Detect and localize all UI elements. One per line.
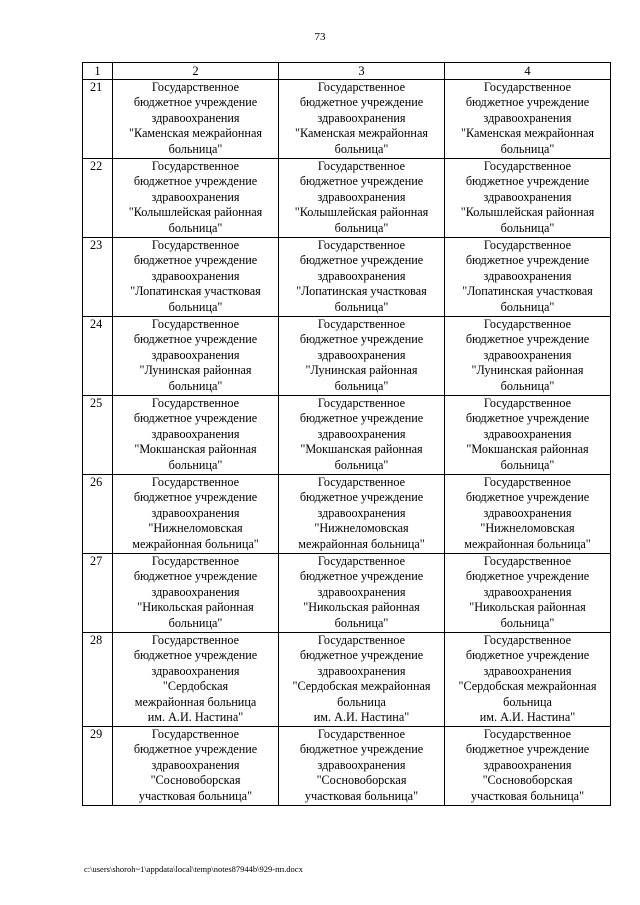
row-number-cell: 28: [83, 633, 113, 727]
institution-cell-col4: [445, 396, 611, 475]
cell-text-line: больница": [168, 141, 223, 156]
cell-text-line: здравоохранения: [151, 757, 240, 772]
cell-text-line: больница": [500, 615, 555, 630]
cell-text-line: бюджетное учреждение: [133, 95, 258, 110]
table-row: [83, 554, 611, 633]
cell-text-line: больница": [500, 299, 555, 314]
cell-text-line: больница": [334, 299, 389, 314]
cell-text-line: бюджетное учреждение: [465, 174, 590, 189]
table-row: [83, 727, 611, 806]
cell-text-line: межрайонная больница": [298, 536, 425, 551]
cell-text-line: бюджетное учреждение: [299, 648, 424, 663]
cell-text-line: Государственное: [483, 554, 572, 568]
institution-cell-col3: [279, 633, 445, 727]
institution-cell-col4: [445, 554, 611, 633]
cell-text-line: "Нижнеломовская: [314, 521, 409, 536]
cell-text-line: здравоохранения: [151, 110, 240, 125]
institution-cell-col2: [113, 727, 279, 806]
cell-text-line: Государственное: [317, 238, 406, 252]
cell-text-line: бюджетное учреждение: [465, 95, 590, 110]
cell-text-line: "Сосновоборская: [150, 773, 241, 788]
institution-cell-col2: [113, 475, 279, 554]
institution-cell-col3: [279, 727, 445, 806]
cell-text-line: Государственное: [483, 317, 572, 331]
cell-text-line: "Колышлейская районная: [294, 205, 429, 220]
cell-text-line: Государственное: [151, 238, 240, 252]
cell-text-line: Государственное: [483, 633, 572, 647]
cell-text-line: им. А.И. Настина": [479, 710, 576, 725]
cell-text-line: "Лопатинская участковая: [296, 284, 427, 299]
institution-cell-col3: [279, 554, 445, 633]
cell-text-line: бюджетное учреждение: [465, 569, 590, 584]
cell-text-line: бюджетное учреждение: [465, 411, 590, 426]
institution-cell-col3: [279, 475, 445, 554]
footer-file-path: c:\users\shoroh~1\appdata\local\temp\notes87944b\929-пп.docx: [84, 864, 303, 874]
cell-text-line: Государственное: [483, 396, 572, 410]
cell-text-line: бюджетное учреждение: [299, 569, 424, 584]
cell-text-line: бюджетное учреждение: [133, 253, 258, 268]
cell-text-line: здравоохранения: [317, 189, 406, 204]
cell-text-line: здравоохранения: [317, 268, 406, 283]
cell-text-line: "Лунинская районная: [139, 363, 252, 378]
cell-text-line: Государственное: [317, 80, 406, 94]
table-header-row: [83, 63, 611, 80]
cell-text-line: Государственное: [151, 317, 240, 331]
cell-text-line: здравоохранения: [317, 426, 406, 441]
cell-text-line: здравоохранения: [151, 505, 240, 520]
cell-text-line: здравоохранения: [151, 663, 240, 678]
cell-text-line: "Лопатинская участковая: [130, 284, 261, 299]
cell-text-line: больница": [168, 378, 223, 393]
cell-text-line: больница": [168, 615, 223, 630]
cell-text-line: больница": [500, 141, 555, 156]
cell-text-line: Государственное: [151, 633, 240, 647]
cell-text-line: Государственное: [151, 80, 240, 94]
cell-text-line: бюджетное учреждение: [133, 648, 258, 663]
cell-text-line: Государственное: [317, 475, 406, 489]
cell-text-line: бюджетное учреждение: [299, 490, 424, 505]
cell-text-line: здравоохранения: [151, 189, 240, 204]
cell-text-line: больница": [334, 378, 389, 393]
institution-cell-col2: [113, 238, 279, 317]
cell-text-line: "Сосновоборская: [482, 773, 573, 788]
cell-text-line: Государственное: [483, 80, 572, 94]
cell-text-line: Государственное: [317, 317, 406, 331]
institution-cell-col2: [113, 554, 279, 633]
row-number-cell: 23: [83, 238, 113, 317]
cell-text-line: межрайонная больница": [464, 536, 591, 551]
cell-text-line: здравоохранения: [317, 347, 406, 362]
cell-text-line: бюджетное учреждение: [299, 411, 424, 426]
cell-text-line: "Нижнеломовская: [480, 521, 575, 536]
header-cell-3: 3: [279, 63, 445, 80]
cell-text-line: здравоохранения: [483, 505, 572, 520]
institution-cell-col2: [113, 317, 279, 396]
cell-text-line: участковая больница": [304, 788, 419, 803]
table-row: [83, 633, 611, 727]
cell-text-line: здравоохранения: [483, 584, 572, 599]
cell-text-line: "Сосновоборская: [316, 773, 407, 788]
institution-cell-col2: [113, 80, 279, 159]
cell-text-line: им. А.И. Настина": [147, 710, 244, 725]
row-number-cell: 21: [83, 80, 113, 159]
cell-text-line: участковая больница": [138, 788, 253, 803]
cell-text-line: бюджетное учреждение: [465, 742, 590, 757]
cell-text-line: "Мокшанская районная: [300, 442, 423, 457]
cell-text-line: Государственное: [483, 475, 572, 489]
cell-text-line: Государственное: [483, 159, 572, 173]
cell-text-line: бюджетное учреждение: [299, 174, 424, 189]
cell-text-line: им. А.И. Настина": [313, 710, 410, 725]
cell-text-line: "Сердобская: [162, 679, 229, 694]
cell-text-line: больница": [500, 378, 555, 393]
cell-text-line: больница": [168, 457, 223, 472]
institution-cell-col4: [445, 238, 611, 317]
institution-cell-col4: [445, 80, 611, 159]
institution-cell-col4: [445, 727, 611, 806]
cell-text-line: больница": [168, 299, 223, 314]
cell-text-line: здравоохранения: [483, 663, 572, 678]
cell-text-line: здравоохранения: [317, 505, 406, 520]
cell-text-line: здравоохранения: [317, 110, 406, 125]
cell-text-line: больница: [503, 694, 552, 709]
table-row: [83, 238, 611, 317]
row-number-cell: 26: [83, 475, 113, 554]
cell-text-line: бюджетное учреждение: [299, 742, 424, 757]
institution-cell-col4: [445, 633, 611, 727]
cell-text-line: здравоохранения: [317, 584, 406, 599]
cell-text-line: здравоохранения: [151, 268, 240, 283]
cell-text-line: бюджетное учреждение: [133, 174, 258, 189]
cell-text-line: бюджетное учреждение: [465, 253, 590, 268]
cell-text-line: Государственное: [317, 554, 406, 568]
cell-text-line: Государственное: [151, 554, 240, 568]
cell-text-line: "Никольская районная: [469, 600, 586, 615]
cell-text-line: здравоохранения: [151, 347, 240, 362]
cell-text-line: бюджетное учреждение: [133, 742, 258, 757]
table-row: [83, 159, 611, 238]
cell-text-line: "Колышлейская районная: [460, 205, 595, 220]
cell-text-line: больница": [334, 615, 389, 630]
header-cell-1: 1: [83, 63, 113, 80]
cell-text-line: здравоохранения: [483, 347, 572, 362]
cell-text-line: "Нижнеломовская: [148, 521, 243, 536]
cell-text-line: здравоохранения: [317, 663, 406, 678]
cell-text-line: "Сердобская межрайонная: [292, 679, 431, 694]
cell-text-line: "Никольская районная: [137, 600, 254, 615]
cell-text-line: бюджетное учреждение: [299, 253, 424, 268]
cell-text-line: "Мокшанская районная: [134, 442, 257, 457]
cell-text-line: больница": [334, 457, 389, 472]
cell-text-line: больница": [334, 220, 389, 235]
cell-text-line: "Колышлейская районная: [128, 205, 263, 220]
cell-text-line: бюджетное учреждение: [299, 95, 424, 110]
cell-text-line: межрайонная больница": [132, 536, 259, 551]
table-row: [83, 317, 611, 396]
institution-cell-col2: [113, 633, 279, 727]
cell-text-line: здравоохранения: [483, 426, 572, 441]
cell-text-line: Государственное: [151, 159, 240, 173]
cell-text-line: "Каменская межрайонная: [129, 126, 262, 141]
institution-cell-col3: [279, 238, 445, 317]
cell-text-line: бюджетное учреждение: [299, 332, 424, 347]
institution-cell-col3: [279, 159, 445, 238]
table-row: [83, 396, 611, 475]
table-row: [83, 80, 611, 159]
cell-text-line: межрайонная больница: [134, 694, 257, 709]
cell-text-line: Государственное: [317, 727, 406, 741]
header-cell-4: 4: [445, 63, 611, 80]
institution-cell-col2: [113, 159, 279, 238]
row-number-cell: 22: [83, 159, 113, 238]
cell-text-line: больница": [500, 220, 555, 235]
cell-text-line: здравоохранения: [483, 757, 572, 772]
institutions-table: [82, 62, 611, 806]
cell-text-line: больница": [334, 141, 389, 156]
cell-text-line: здравоохранения: [317, 757, 406, 772]
header-cell-2: 2: [113, 63, 279, 80]
cell-text-line: Государственное: [317, 396, 406, 410]
cell-text-line: "Лунинская районная: [305, 363, 418, 378]
institution-cell-col4: [445, 317, 611, 396]
institution-cell-col2: [113, 396, 279, 475]
cell-text-line: "Никольская районная: [303, 600, 420, 615]
cell-text-line: "Лунинская районная: [471, 363, 584, 378]
page-number: 73: [314, 31, 326, 43]
cell-text-line: Государственное: [317, 633, 406, 647]
institution-cell-col3: [279, 396, 445, 475]
cell-text-line: участковая больница": [470, 788, 585, 803]
row-number-cell: 25: [83, 396, 113, 475]
cell-text-line: бюджетное учреждение: [465, 648, 590, 663]
cell-text-line: больница: [337, 694, 386, 709]
cell-text-line: здравоохранения: [483, 110, 572, 125]
table-row: [83, 475, 611, 554]
row-number-cell: 24: [83, 317, 113, 396]
cell-text-line: здравоохранения: [483, 268, 572, 283]
cell-text-line: бюджетное учреждение: [133, 411, 258, 426]
cell-text-line: "Каменская межрайонная: [461, 126, 594, 141]
cell-text-line: бюджетное учреждение: [465, 332, 590, 347]
cell-text-line: Государственное: [317, 159, 406, 173]
cell-text-line: больница": [168, 220, 223, 235]
cell-text-line: здравоохранения: [151, 426, 240, 441]
cell-text-line: "Лопатинская участковая: [462, 284, 593, 299]
cell-text-line: Государственное: [483, 727, 572, 741]
cell-text-line: бюджетное учреждение: [133, 569, 258, 584]
institution-cell-col4: [445, 475, 611, 554]
row-number-cell: 27: [83, 554, 113, 633]
cell-text-line: "Мокшанская районная: [466, 442, 589, 457]
cell-text-line: здравоохранения: [151, 584, 240, 599]
table-body: [83, 63, 611, 806]
cell-text-line: Государственное: [151, 727, 240, 741]
institution-cell-col3: [279, 80, 445, 159]
cell-text-line: бюджетное учреждение: [133, 490, 258, 505]
institution-cell-col4: [445, 159, 611, 238]
institution-cell-col3: [279, 317, 445, 396]
cell-text-line: Государственное: [151, 475, 240, 489]
cell-text-line: Государственное: [151, 396, 240, 410]
cell-text-line: "Каменская межрайонная: [295, 126, 428, 141]
cell-text-line: больница": [500, 457, 555, 472]
cell-text-line: "Сердобская межрайонная: [458, 679, 597, 694]
row-number-cell: 29: [83, 727, 113, 806]
cell-text-line: Государственное: [483, 238, 572, 252]
cell-text-line: бюджетное учреждение: [133, 332, 258, 347]
cell-text-line: здравоохранения: [483, 189, 572, 204]
cell-text-line: бюджетное учреждение: [465, 490, 590, 505]
